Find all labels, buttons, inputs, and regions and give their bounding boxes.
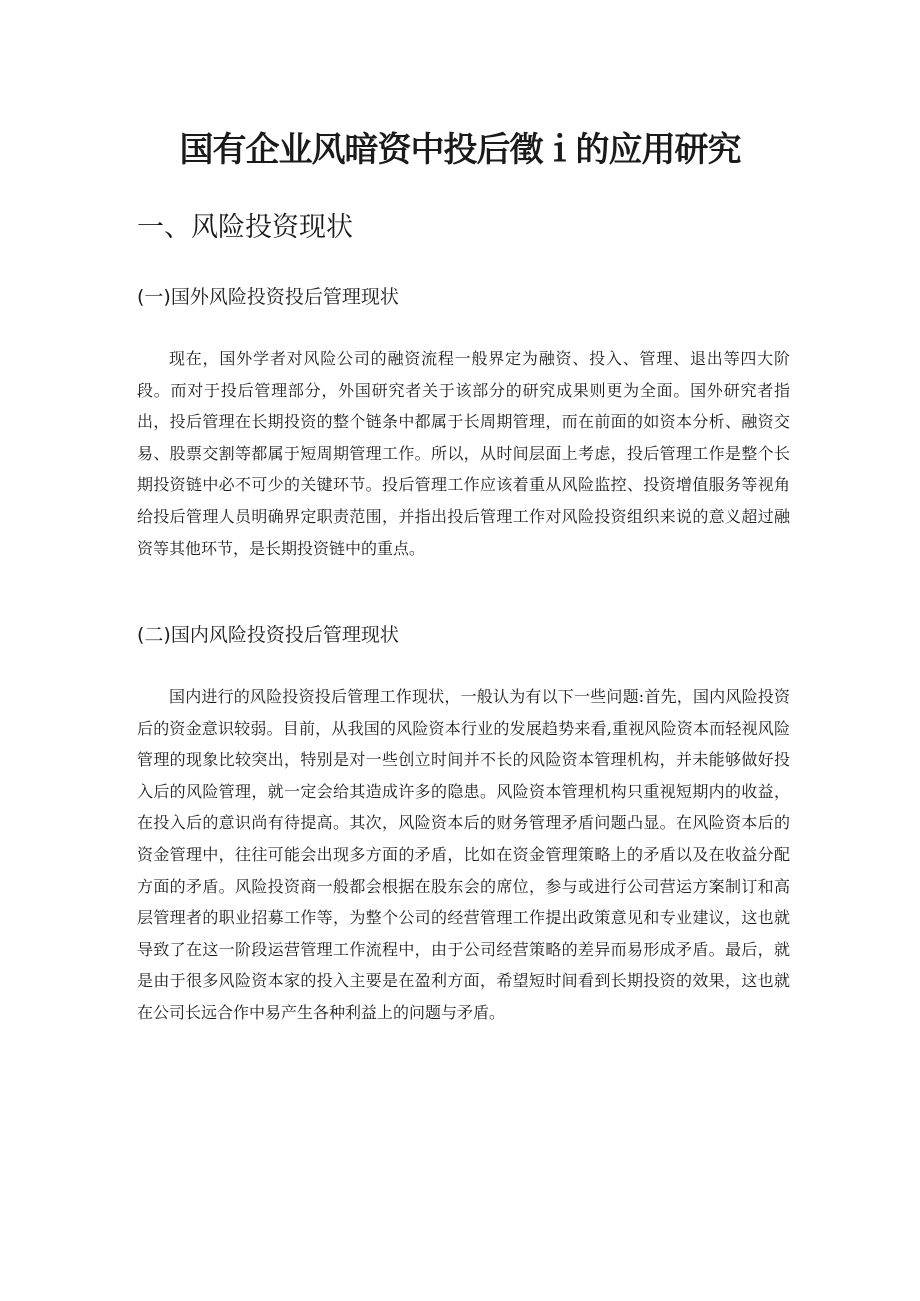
subsection-heading-foreign: (一)国外风险投资投后管理现状 xyxy=(137,286,399,308)
paragraph-foreign-status: 现在，国外学者对风险公司的融资流程一般界定为融资、投入、管理、退出等四大阶段。而对于投后管理部分，外国研究者关于该部分的研究成果则更为全面。国外研究者指出，投后管理在长期投资的整个链条中都属于长周期管理，而在前面的如资本分析、融资交易、股票交割等都属于短周期管理工作。所以，从时间层面上考虑，投后管理工作是整个长期投资链中必不可少的关键环节。投后管理工作应该着重从风险监控、投资增值服务等视角给投后管理人员明确界定职责范围，并指出投后管理工作对风险投资组织来说的意义超过融资等其他环节，是长期投资链中的重点。 xyxy=(137,349,790,558)
document-title: 国有企业风暗资中投后徵ｉ的应用研究 xyxy=(179,130,741,170)
section-heading-1: 一、风险投资现状 xyxy=(137,212,353,243)
subsection-heading-domestic: (二)国内风险投资投后管理现状 xyxy=(137,624,399,646)
paragraph-domestic-status: 国内进行的风险投资投后管理工作现状，一般认为有以下一些问题:首先，国内风险投资后的资金意识较弱。目前，从我国的风险资本行业的发展趋势来看,重视风险资本而轻视风险管理的现象比较突出，特别是对一些创立时间并不长的风险资本管理机构，并未能够做好投入后的风险管理，就一定会给其造成许多的隐患。风险资本管理机构只重视短期内的收益，在投入后的意识尚有待提高。其次，风险资本后的财务管理矛盾问题凸显。在风险资本后的资金管理中，往往可能会出现多方面的矛盾，比如在资金管理策略上的矛盾以及在收益分配方面的矛盾。风险投资商一般都会根据在股东会的席位，参与或进行公司营运方案制订和高层管理者的职业招募工作等，为整个公司的经营管理工作提出政策意见和专业建议，这也就导致了在这一阶段运营管理工作流程中，由于公司经营策略的差异而易形成矛盾。最后，就是由于很多风险资本家的投入主要是在盈利方面，希望短时间看到长期投资的效果，这也就在公司长远合作中易产生各种利益上的问题与矛盾。 xyxy=(137,687,790,1022)
